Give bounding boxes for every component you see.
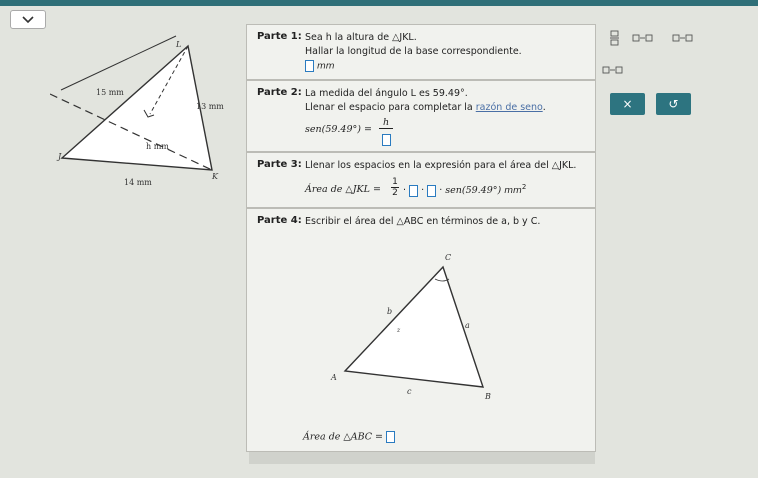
part4-panel <box>246 208 596 452</box>
part1-text-b: Hallar la longitud de la base correspondiente. <box>305 46 522 57</box>
part2-text-b-pre: Llenar el espacio para completar la <box>305 102 476 113</box>
vertex-c-label: C <box>445 253 452 262</box>
collapse-button[interactable] <box>10 10 46 29</box>
base-length-input[interactable] <box>305 60 314 72</box>
sine-denominator-input[interactable] <box>382 134 391 146</box>
part1-unit: mm <box>317 61 335 72</box>
side-b-label: b <box>387 307 393 316</box>
part2-label: Parte 2: <box>257 87 302 98</box>
area-unit-exponent: 2 <box>521 183 527 191</box>
part2-panel <box>246 80 596 152</box>
sine-equation-lhs: sen(59.49°) = <box>305 124 372 135</box>
chevron-down-icon <box>22 16 34 24</box>
vertex-a-label: A <box>331 373 337 382</box>
side-lj-label: 15 mm <box>96 88 124 97</box>
area-jkl-lhs: Área de △JKL = <box>305 184 381 195</box>
superscript-button[interactable] <box>602 66 624 76</box>
part4-text-a: Escribir el área del △ABC en términos de a, b y C. <box>305 216 541 227</box>
clear-button[interactable] <box>610 93 645 115</box>
fraction-icon <box>610 30 620 46</box>
sine-fraction-numerator: h <box>379 117 393 129</box>
panel-shadow <box>249 452 595 464</box>
area-side-input-1[interactable] <box>409 185 418 197</box>
mixed-number-button[interactable] <box>632 34 654 44</box>
side-c-label: c <box>407 387 412 396</box>
sine-ratio-link[interactable]: razón de seno <box>475 102 543 113</box>
subscript-icon <box>672 34 694 42</box>
mixed-number-icon <box>632 34 654 42</box>
vertex-b-label: B <box>485 392 491 401</box>
height-label: h mm <box>146 142 169 151</box>
area-abc-input[interactable] <box>386 431 395 443</box>
side-lk-label: 13 mm <box>196 102 224 111</box>
triangle-abc-figure <box>335 259 495 399</box>
sine-fraction <box>379 117 393 148</box>
part4-label: Parte 4: <box>257 215 302 226</box>
vertex-j-label: J <box>58 152 62 161</box>
subscript-button[interactable] <box>672 34 694 44</box>
area-side-input-2[interactable] <box>427 185 436 197</box>
one-half-denominator: 2 <box>392 188 398 198</box>
part2-text-a: La medida del ángulo L es 59.49°. <box>305 88 468 99</box>
side-a-label: a <box>465 321 470 330</box>
multiply-dot-2: · <box>421 185 425 197</box>
undo-button[interactable] <box>656 93 691 115</box>
fraction-button[interactable] <box>610 30 620 48</box>
part2-text-b <box>305 102 546 113</box>
part3-panel <box>246 152 596 208</box>
part3-text-a: Llenar los espacios en la expresión para el área del △JKL. <box>305 160 577 171</box>
one-half-fraction <box>391 177 399 198</box>
vertex-l-label: L <box>176 40 182 49</box>
top-bar <box>0 0 758 6</box>
part2-text-b-post: . <box>542 102 546 113</box>
part1-text-a: Sea h la altura de △JKL. <box>305 32 417 43</box>
superscript-icon <box>602 66 624 74</box>
part1-label: Parte 1: <box>257 31 302 42</box>
area-unit: mm <box>504 186 522 197</box>
area-sine-term: sen(59.49°) <box>445 185 502 197</box>
vertex-k-label: K <box>212 172 218 181</box>
part3-label: Parte 3: <box>257 159 302 170</box>
undo-icon: ↺ <box>668 97 679 111</box>
clear-icon: × <box>622 97 633 111</box>
multiply-dot-3: · <box>439 185 443 197</box>
side-jk-label: 14 mm <box>124 178 152 187</box>
area-abc-lhs: Área de △ABC = <box>303 431 384 443</box>
angle-c-mark: z <box>397 327 401 334</box>
part1-panel <box>246 24 596 80</box>
one-half-numerator: 1 <box>392 177 398 187</box>
multiply-dot-1: · <box>403 185 407 197</box>
